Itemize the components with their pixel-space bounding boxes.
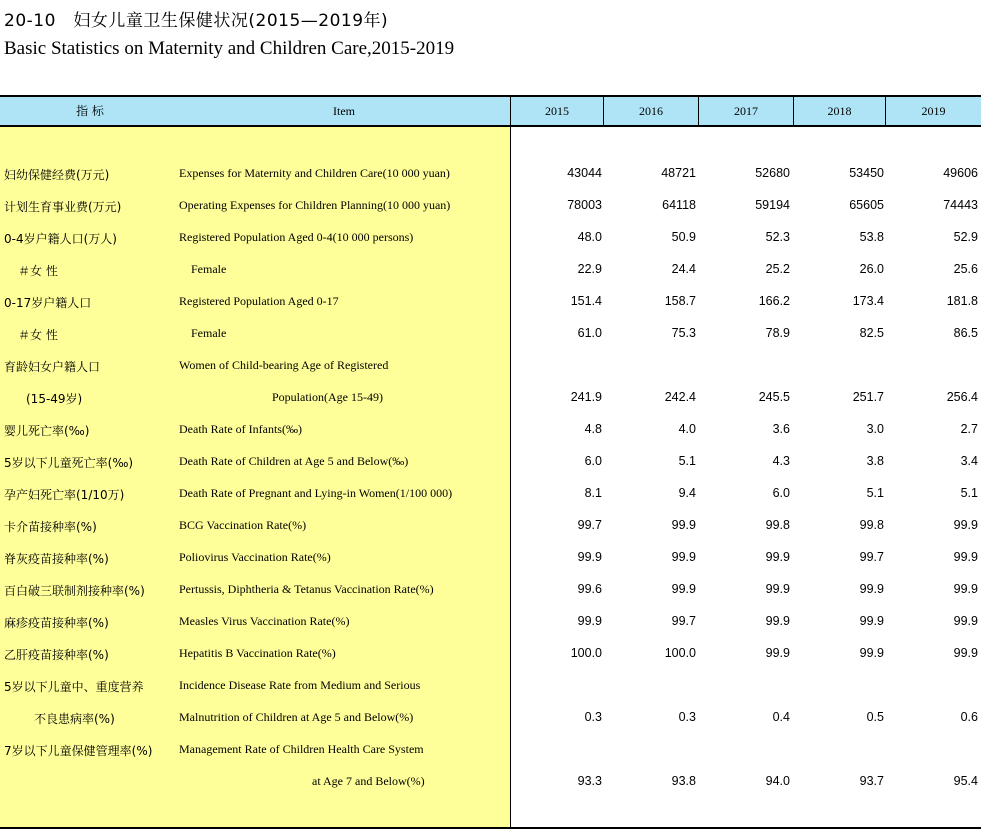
table-cell-value: 158.7 — [664, 294, 696, 308]
row-label-cn: 孕产妇死亡率(1/10万) — [4, 488, 125, 502]
row-label-cn: 卡介苗接种率(%) — [4, 520, 97, 534]
table-cell-value: 99.9 — [577, 550, 602, 564]
table-cell-value: 5.1 — [866, 486, 884, 500]
table-cell-value: 93.8 — [671, 774, 696, 788]
table-cell-value: 99.8 — [859, 518, 884, 532]
table-cell-value: 74443 — [943, 198, 978, 212]
row-label-en: Female — [191, 262, 227, 276]
row-label-en: Registered Population Aged 0-17 — [179, 294, 339, 308]
table-cell-value: 4.0 — [678, 422, 696, 436]
table-cell-value: 99.9 — [765, 614, 790, 628]
table-cell-value: 181.8 — [946, 294, 978, 308]
row-label-cn: ＃女 性 — [18, 328, 58, 342]
table-cell-value: 22.9 — [577, 262, 602, 276]
table-cell-value: 52.3 — [765, 230, 790, 244]
table-cell-value: 3.8 — [866, 454, 884, 468]
row-label-en: Death Rate of Children at Age 5 and Below(‰) — [179, 454, 409, 468]
table-cell-value: 99.8 — [765, 518, 790, 532]
table-cell-value: 6.0 — [584, 454, 602, 468]
table-bottom-border — [0, 827, 981, 829]
table-cell-value: 99.9 — [671, 550, 696, 564]
table-cell-value: 52.9 — [953, 230, 978, 244]
table-cell-value: 61.0 — [577, 326, 602, 340]
row-label-cn: 百白破三联制剂接种率(%) — [4, 584, 145, 598]
table-cell-value: 99.9 — [953, 614, 978, 628]
row-label-cn: 不良患病率(%) — [34, 712, 115, 726]
table-cell-value: 3.4 — [960, 454, 978, 468]
row-label-en: at Age 7 and Below(%) — [312, 774, 425, 788]
row-label-cn: 0-4岁户籍人口(万人) — [4, 232, 117, 246]
table-cell-value: 50.9 — [671, 230, 696, 244]
table-cell-value: 75.3 — [671, 326, 696, 340]
table-cell-value: 25.6 — [953, 262, 978, 276]
table-cell-value: 5.1 — [960, 486, 978, 500]
table-cell-value: 6.0 — [772, 486, 790, 500]
table-cell-value: 5.1 — [678, 454, 696, 468]
table-cell-value: 48721 — [661, 166, 696, 180]
table-cell-value: 151.4 — [570, 294, 602, 308]
table-cell-value: 43044 — [567, 166, 602, 180]
table-cell-value: 65605 — [849, 198, 884, 212]
table-cell-value: 99.9 — [953, 582, 978, 596]
row-label-cn: 5岁以下儿童中、重度营养 — [4, 680, 144, 694]
table-cell-value: 99.7 — [859, 550, 884, 564]
table-cell-value: 26.0 — [859, 262, 884, 276]
row-label-en: Management Rate of Children Health Care System — [179, 742, 424, 756]
row-label-en: BCG Vaccination Rate(%) — [179, 518, 307, 532]
table-cell-value: 3.0 — [866, 422, 884, 436]
header-year: 2016 — [639, 104, 663, 118]
table-cell-value: 0.3 — [678, 710, 696, 724]
row-label-cn: 麻疹疫苗接种率(%) — [4, 616, 109, 630]
table-cell-value: 0.4 — [772, 710, 790, 724]
table-cell-value: 0.5 — [866, 710, 884, 724]
table-cell-value: 4.3 — [772, 454, 790, 468]
table-cell-value: 94.0 — [765, 774, 790, 788]
header-year: 2018 — [827, 104, 852, 118]
row-label-en: Death Rate of Infants(‰) — [179, 422, 302, 436]
row-label-cn: 婴儿死亡率(‰) — [4, 424, 90, 438]
row-label-cn: (15-49岁) — [26, 392, 83, 406]
table-cell-value: 53.8 — [859, 230, 884, 244]
table-cell-value: 256.4 — [946, 390, 978, 404]
table-cell-value: 2.7 — [960, 422, 978, 436]
table-cell-value: 99.6 — [577, 582, 602, 596]
table-cell-value: 166.2 — [758, 294, 790, 308]
row-label-en: Registered Population Aged 0-4(10 000 persons) — [179, 230, 414, 244]
table-cell-value: 82.5 — [859, 326, 884, 340]
row-label-en: Hepatitis B Vaccination Rate(%) — [179, 646, 336, 660]
table-cell-value: 99.7 — [577, 518, 602, 532]
column-divider — [510, 96, 511, 828]
row-label-en: Malnutrition of Children at Age 5 and Below(%) — [179, 710, 414, 724]
table-cell-value: 173.4 — [852, 294, 884, 308]
table-title-cn: 20-10 妇女儿童卫生保健状况(2015—2019年) — [4, 11, 389, 31]
table-cell-value: 52680 — [755, 166, 790, 180]
row-label-en: Poliovirus Vaccination Rate(%) — [179, 550, 331, 564]
table-cell-value: 64118 — [662, 198, 696, 212]
table-cell-value: 99.9 — [671, 582, 696, 596]
row-label-cn: 育龄妇女户籍人口 — [4, 360, 101, 374]
table-cell-value: 4.8 — [584, 422, 602, 436]
row-label-cn: 5岁以下儿童死亡率(‰) — [4, 456, 134, 470]
table-cell-value: 48.0 — [577, 230, 602, 244]
row-label-en: Women of Child-bearing Age of Registered — [179, 358, 389, 372]
table-cell-value: 49606 — [943, 166, 978, 180]
header-year: 2017 — [734, 104, 758, 118]
table-cell-value: 99.9 — [765, 646, 790, 660]
row-label-cn: 计划生育事业费(万元) — [4, 200, 122, 214]
row-label-en: Expenses for Maternity and Children Care(10 000 yuan) — [179, 166, 450, 180]
table-cell-value: 99.9 — [859, 646, 884, 660]
table-cell-value: 99.9 — [859, 582, 884, 596]
table-cell-value: 99.9 — [953, 518, 978, 532]
row-label-cn: 0-17岁户籍人口 — [4, 296, 92, 310]
row-label-en: Population(Age 15-49) — [272, 390, 383, 404]
row-label-en: Operating Expenses for Children Planning(10 000 yuan) — [179, 198, 451, 212]
table-cell-value: 25.2 — [765, 262, 790, 276]
row-label-cn: 脊灰疫苗接种率(%) — [4, 552, 109, 566]
row-label-cn: 7岁以下儿童保健管理率(%) — [4, 744, 153, 758]
table-cell-value: 99.7 — [671, 614, 696, 628]
table-cell-value: 99.9 — [859, 614, 884, 628]
table-cell-value: 0.3 — [584, 710, 602, 724]
table-cell-value: 100.0 — [664, 646, 696, 660]
row-label-en: Pertussis, Diphtheria & Tetanus Vaccination Rate(%) — [179, 582, 434, 596]
table-cell-value: 99.9 — [765, 582, 790, 596]
table-cell-value: 93.3 — [577, 774, 602, 788]
table-cell-value: 99.9 — [953, 550, 978, 564]
table-cell-value: 99.9 — [671, 518, 696, 532]
header-year: 2019 — [921, 104, 946, 118]
table-cell-value: 241.9 — [570, 390, 602, 404]
header-year: 2015 — [545, 104, 569, 118]
table-cell-value: 78003 — [567, 198, 602, 212]
header-item-en: Item — [333, 104, 355, 118]
table-cell-value: 9.4 — [678, 486, 696, 500]
table-cell-value: 99.9 — [577, 614, 602, 628]
table-cell-value: 86.5 — [953, 326, 978, 340]
table-cell-value: 24.4 — [671, 262, 696, 276]
table-cell-value: 8.1 — [584, 486, 602, 500]
table-cell-value: 93.7 — [859, 774, 884, 788]
table-cell-value: 3.6 — [772, 422, 790, 436]
table-cell-value: 78.9 — [765, 326, 790, 340]
table-cell-value: 95.4 — [953, 774, 978, 788]
table-cell-value: 242.4 — [664, 390, 696, 404]
table-cell-value: 53450 — [849, 166, 884, 180]
row-label-en: Female — [191, 326, 227, 340]
row-label-en: Measles Virus Vaccination Rate(%) — [179, 614, 350, 628]
table-cell-value: 251.7 — [852, 390, 884, 404]
table-cell-value: 245.5 — [758, 390, 790, 404]
row-label-en: Death Rate of Pregnant and Lying-in Women(1/100 000) — [179, 486, 453, 500]
table-cell-value: 99.9 — [765, 550, 790, 564]
table-cell-value: 100.0 — [570, 646, 602, 660]
table-cell-value: 59194 — [755, 198, 790, 212]
row-label-cn: ＃女 性 — [18, 264, 58, 278]
table-cell-value: 0.6 — [960, 710, 978, 724]
table-cell-value: 99.9 — [953, 646, 978, 660]
row-label-cn: 妇幼保健经费(万元) — [4, 168, 110, 182]
table-title-en: Basic Statistics on Maternity and Children Care,2015-2019 — [4, 38, 455, 59]
header-indicator-cn: 指 标 — [76, 104, 104, 118]
row-label-cn: 乙肝疫苗接种率(%) — [4, 648, 109, 662]
row-label-en: Incidence Disease Rate from Medium and Serious — [179, 678, 421, 692]
